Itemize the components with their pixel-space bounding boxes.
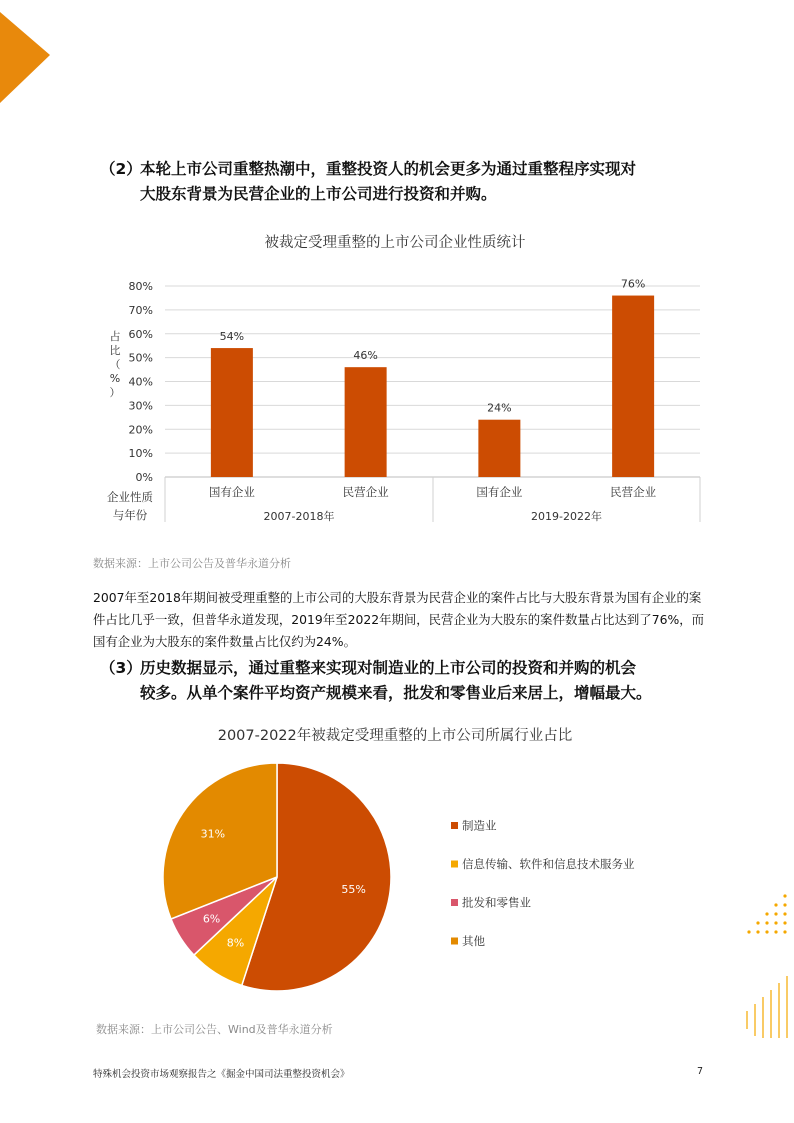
pie-slice-label: 55%	[341, 883, 366, 897]
x-category-label: 民营企业	[342, 485, 389, 499]
x-group-label: 2007-2018年	[263, 510, 335, 523]
heading-number: （3）	[100, 659, 142, 677]
pie-chart-title: 2007-2022年被裁定受理重整的上市公司所属行业占比	[217, 728, 573, 744]
heading-line-2: 大股东背景为民营企业的上市公司进行投资和并购。	[140, 185, 497, 203]
bar-value-label: 76%	[620, 277, 646, 291]
bar-value-label: 46%	[353, 349, 378, 363]
y-tick-label: 50%	[128, 351, 153, 365]
bar	[478, 420, 520, 477]
bar-chart	[90, 270, 710, 530]
y-tick-label: 30%	[128, 399, 153, 413]
legend-label: 制造业	[462, 818, 497, 833]
pie-slice-label: 31%	[200, 827, 226, 841]
body-paragraph: 2007年至2018年期间被受理重整的上市公司的大股东背景为民营企业的案件占比与大股东背景为国有企业的案件占比几乎一致，但普华永道发现，2019年至2022年期间，民营企业为大股东的案件数量占比达到了76%，而国有企业为大股东的案件数量占比仅约为24%。	[93, 590, 705, 649]
deco-dot	[765, 912, 768, 915]
footer-text: 特殊机会投资市场观察报告之《掘金中国司法重整投资机会》	[93, 1069, 350, 1080]
pie-slice-label: 6%	[202, 912, 221, 926]
y-tick-label: 80%	[128, 280, 153, 293]
page-number: 7	[697, 1066, 704, 1077]
bar	[211, 348, 253, 477]
deco-dot	[765, 921, 768, 924]
x-category-label: 国有企业	[208, 485, 255, 499]
heading-line-1: 历史数据显示，通过重整来实现对制造业的上市公司的投资和并购的机会	[140, 659, 637, 677]
heading-line-1: 本轮上市公司重整热潮中，重整投资人的机会更多为通过重整程序实现对	[140, 160, 637, 178]
section-heading-2	[100, 157, 720, 207]
deco-dot	[765, 930, 768, 933]
source-note-1: 数据来源：上市公司公告及普华永道分析	[93, 557, 291, 570]
x-group-label: 2019-2022年	[531, 510, 602, 523]
legend-label: 其他	[462, 934, 485, 948]
y-tick-label: 20%	[128, 423, 153, 437]
x-category-label: 国有企业	[476, 485, 523, 499]
legend-swatch	[451, 938, 458, 945]
deco-dot	[756, 930, 759, 933]
y-tick-label: 10%	[128, 447, 153, 461]
y-tick-label: 40%	[128, 375, 153, 389]
x-axis-label-line: 与年份	[112, 508, 148, 522]
deco-dot	[774, 930, 777, 933]
deco-dot	[783, 912, 786, 915]
bar-value-label: 54%	[219, 330, 245, 344]
y-axis-label-char: 比	[109, 344, 121, 357]
bar-chart-title: 被裁定受理重整的上市公司企业性质统计	[264, 235, 526, 251]
deco-dot	[756, 921, 759, 924]
deco-dot	[774, 921, 777, 924]
legend-swatch	[451, 861, 458, 868]
deco-dot	[783, 930, 786, 933]
source-note-2: 数据来源：上市公司公告、Wind及普华永道分析	[96, 1023, 333, 1036]
bar-value-label: 24%	[487, 401, 512, 415]
y-axis-label-char: 占	[109, 330, 121, 343]
bar	[345, 367, 387, 477]
bar	[612, 296, 654, 477]
heading-number: （2）	[100, 160, 142, 178]
y-tick-label: 70%	[128, 303, 153, 317]
deco-dot	[774, 912, 777, 915]
deco-dot	[747, 930, 750, 933]
pie-chart	[150, 760, 670, 1005]
legend-swatch	[451, 899, 458, 906]
y-axis-label-char: （	[109, 358, 121, 371]
pie-slice-label: 8%	[226, 936, 245, 950]
legend-label: 批发和零售业	[462, 895, 531, 910]
y-tick-label: 0%	[135, 471, 153, 484]
legend-label: 信息传输、软件和信息技术服务业	[462, 857, 635, 871]
deco-dot	[783, 894, 786, 897]
corner-triangle-decoration	[0, 0, 60, 110]
section-heading-3	[100, 656, 720, 706]
x-category-label: 民营企业	[610, 485, 657, 499]
y-axis-label-char: %	[109, 372, 121, 385]
x-axis-label-line: 企业性质	[107, 490, 153, 504]
heading-line-2: 较多。从单个案件平均资产规模来看，批发和零售业后来居上，增幅最大。	[140, 684, 652, 702]
deco-dot	[783, 921, 786, 924]
y-axis-label-char: ）	[109, 386, 121, 399]
deco-dot	[774, 903, 777, 906]
y-tick-label: 60%	[128, 327, 153, 341]
deco-dot	[783, 903, 786, 906]
dots-lines-decoration	[735, 890, 794, 1040]
legend-swatch	[451, 822, 458, 829]
